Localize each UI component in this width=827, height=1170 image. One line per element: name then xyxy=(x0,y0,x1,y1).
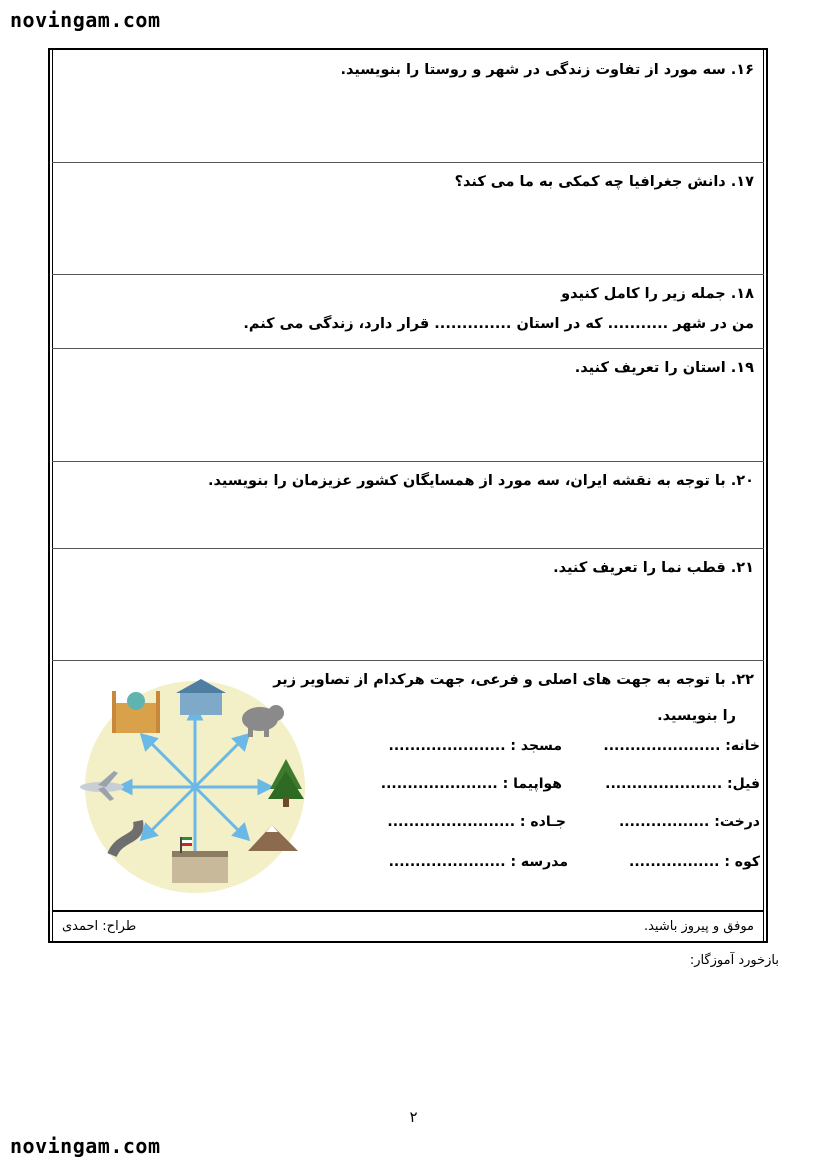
compass-illustration xyxy=(80,675,310,895)
question-18-sentence: من در شهر ........... که در استان .............. قرار دارد، زندگی می کنم. xyxy=(243,316,754,332)
watermark-bottom: novingam.com xyxy=(10,1134,161,1158)
question-21 xyxy=(56,548,760,580)
question-20 xyxy=(56,461,760,493)
question-17 xyxy=(56,162,760,194)
question-18 xyxy=(56,274,760,336)
question-21-text: ۲۱. قطب نما را تعریف کنید. xyxy=(553,560,754,576)
footer-wish: موفق و پیروز باشید. xyxy=(643,919,754,934)
question-17-text: ۱۷. دانش جغرافیا چه کمکی به ما می کند؟ xyxy=(454,174,754,190)
answer-mountain: کوه : ................. xyxy=(629,854,760,870)
watermark-top: novingam.com xyxy=(10,8,161,32)
teacher-feedback-label: بازخورد آموزگار: xyxy=(689,953,779,968)
exam-frame xyxy=(48,48,768,943)
question-16-text: ۱۶. سه مورد از تفاوت زندگی در شهر و روستا را بنویسید. xyxy=(340,62,754,78)
page-number: ۲ xyxy=(409,1108,418,1126)
answer-plane: هواپیما : ...................... xyxy=(380,776,562,792)
answer-mosque: مسجد : ...................... xyxy=(388,738,562,754)
question-16 xyxy=(56,50,760,82)
answer-road: جـاده : ........................ xyxy=(387,814,566,830)
question-19-text: ۱۹. استان را تعریف کنید. xyxy=(574,360,754,376)
answer-elephant: فیل: ...................... xyxy=(605,776,760,792)
question-22-text-2: را بنویسید. xyxy=(657,708,736,724)
question-18-text: ۱۸. جمله زیر را کامل کنیدو xyxy=(561,286,754,302)
answer-tree: درخت: ................. xyxy=(618,814,760,830)
answer-school: مدرسه : ...................... xyxy=(388,854,568,870)
footer-designer: طراح: احمدی xyxy=(62,919,137,934)
question-22-text: ۲۲. با توجه به جهت های اصلی و فرعی، جهت هرکدام از تصاویر زیر xyxy=(273,672,754,688)
footer xyxy=(52,910,764,941)
answer-house: خانه: ...................... xyxy=(603,738,760,754)
question-19 xyxy=(56,348,760,380)
question-20-text: ۲۰. با توجه به نقشه ایران، سه مورد از همسایگان کشور عزیزمان را بنویسید. xyxy=(208,473,754,489)
